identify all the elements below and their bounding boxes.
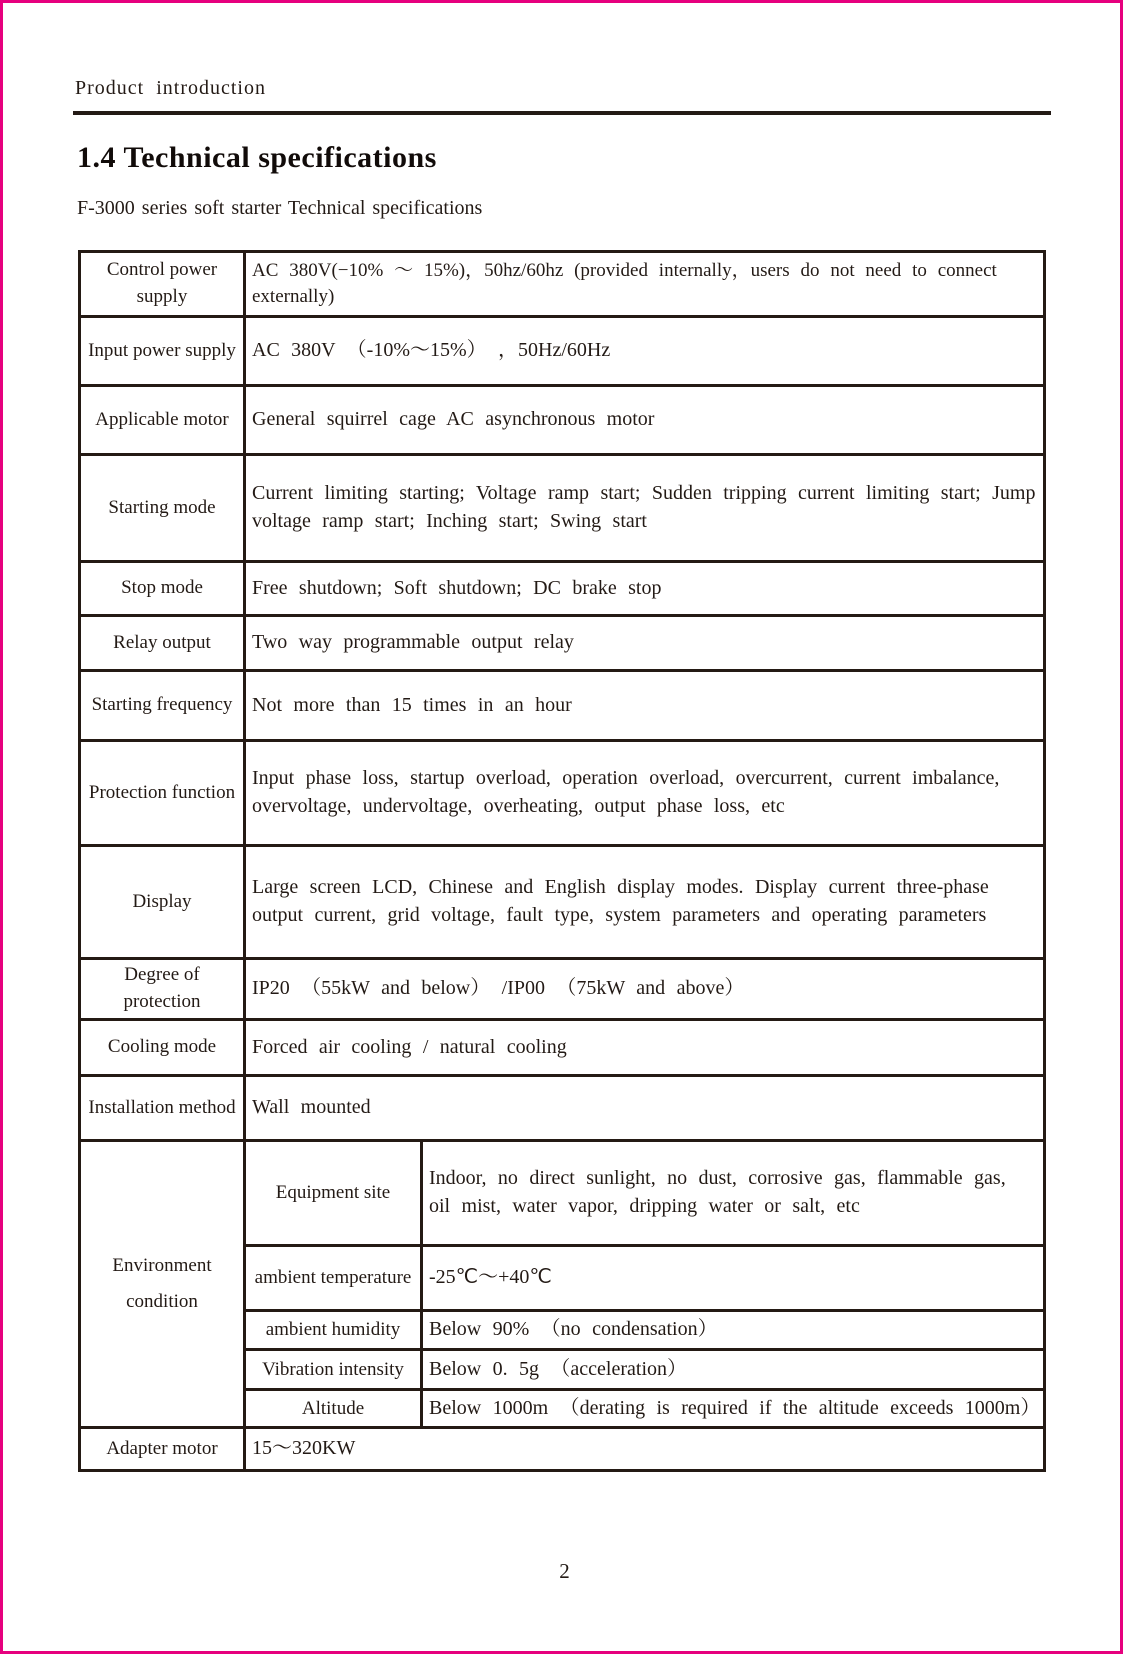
row-value: Input phase loss, startup overload, operation overload, overcurrent, current imbalance, overvoltage, undervoltage, overheating, output phase loss, etc bbox=[245, 741, 1045, 846]
row-value: 15～320KW bbox=[245, 1428, 1045, 1471]
sub-row-value: -25℃～+40℃ bbox=[422, 1246, 1045, 1311]
sub-row-label: Altitude bbox=[245, 1390, 422, 1428]
table-row bbox=[80, 959, 1045, 1020]
row-value: AC 380V(−10% ～ 15%)，50hz/60hz (provided internally，users do not need to connect externally) bbox=[245, 252, 1045, 317]
section-title: 1.4 Technical specifications bbox=[77, 141, 437, 174]
sub-row-value: Below 0. 5g （acceleration） bbox=[422, 1350, 1045, 1390]
row-label: Installation method bbox=[80, 1076, 245, 1141]
row-label: Protection function bbox=[80, 741, 245, 846]
row-label: Environment condition bbox=[80, 1141, 245, 1428]
row-value: Large screen LCD, Chinese and English display modes. Display current three-phase output current, grid voltage, fault type, system parameters and operating parameters bbox=[245, 846, 1045, 959]
table-row-environment bbox=[80, 1141, 1045, 1246]
sub-row-value: Below 1000m （derating is required if the altitude exceeds 1000m） bbox=[422, 1390, 1045, 1428]
sub-row-label: ambient temperature bbox=[245, 1246, 422, 1311]
sub-row-label: ambient humidity bbox=[245, 1311, 422, 1350]
sub-row-value: Below 90% （no condensation） bbox=[422, 1311, 1045, 1350]
row-value: IP20 （55kW and below） /IP00 （75kW and above） bbox=[245, 959, 1045, 1020]
row-label: Display bbox=[80, 846, 245, 959]
technical-specifications-table bbox=[78, 250, 1046, 1472]
row-label: Degree of protection bbox=[80, 959, 245, 1020]
running-header: Product introduction bbox=[75, 77, 266, 99]
row-value: Two way programmable output relay bbox=[245, 616, 1045, 671]
table-row bbox=[80, 562, 1045, 616]
row-label: Applicable motor bbox=[80, 386, 245, 455]
sub-row-label: Equipment site bbox=[245, 1141, 422, 1246]
table-row bbox=[80, 1020, 1045, 1076]
table-row bbox=[80, 741, 1045, 846]
row-label: Control power supply bbox=[80, 252, 245, 317]
row-value: Wall mounted bbox=[245, 1076, 1045, 1141]
table-row bbox=[80, 846, 1045, 959]
row-label: Adapter motor bbox=[80, 1428, 245, 1471]
subtitle: F-3000 series soft starter Technical specifications bbox=[77, 197, 483, 219]
row-label: Relay output bbox=[80, 616, 245, 671]
sub-row-value: Indoor, no direct sunlight, no dust, corrosive gas, flammable gas, oil mist, water vapor, dripping water or salt, etc bbox=[422, 1141, 1045, 1246]
page-number: 2 bbox=[559, 1559, 570, 1583]
table-row bbox=[80, 1076, 1045, 1141]
row-label: Cooling mode bbox=[80, 1020, 245, 1076]
sub-row-label: Vibration intensity bbox=[245, 1350, 422, 1390]
table-row bbox=[80, 455, 1045, 562]
spec-table bbox=[78, 250, 1046, 1472]
row-label: Starting frequency bbox=[80, 671, 245, 741]
table-row bbox=[80, 317, 1045, 386]
table-row bbox=[80, 671, 1045, 741]
row-value: Free shutdown; Soft shutdown; DC brake stop bbox=[245, 562, 1045, 616]
table-row bbox=[80, 252, 1045, 317]
row-value: Current limiting starting; Voltage ramp start; Sudden tripping current limiting start; Jump voltage ramp start; Inching start; Swing start bbox=[245, 455, 1045, 562]
row-value: Not more than 15 times in an hour bbox=[245, 671, 1045, 741]
row-value: AC 380V （-10%～15%） ，50Hz/60Hz bbox=[245, 317, 1045, 386]
table-row bbox=[80, 386, 1045, 455]
table-row bbox=[80, 1428, 1045, 1471]
row-label: Starting mode bbox=[80, 455, 245, 562]
table-row bbox=[80, 616, 1045, 671]
row-value: General squirrel cage AC asynchronous motor bbox=[245, 386, 1045, 455]
row-value: Forced air cooling / natural cooling bbox=[245, 1020, 1045, 1076]
header-rule bbox=[73, 111, 1051, 115]
row-label: Input power supply bbox=[80, 317, 245, 386]
row-label: Stop mode bbox=[80, 562, 245, 616]
